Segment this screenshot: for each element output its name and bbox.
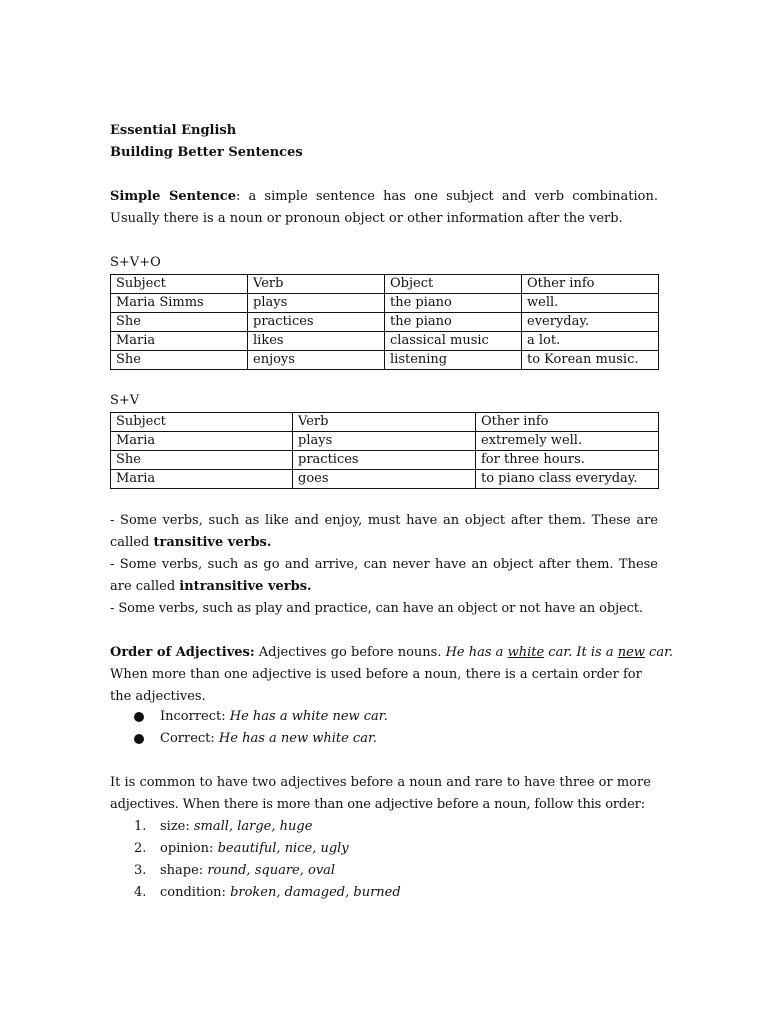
table-row	[111, 332, 659, 351]
table-cell: classical music	[385, 332, 522, 351]
table-cell: listening	[385, 351, 522, 370]
table-cell: likes	[248, 332, 385, 351]
list-item-label: shape:	[160, 863, 208, 878]
example-underlined-word: white	[507, 645, 545, 660]
example-part: car.	[644, 645, 674, 660]
table-cell: She	[111, 313, 248, 332]
table-cell: plays	[248, 294, 385, 313]
adjectives-line2: When more than one adjective is used before a noun, there is a certain order for	[110, 667, 642, 682]
svo-label: S+V+O	[110, 255, 161, 270]
table-cell: a lot.	[522, 332, 659, 351]
term-intransitive: intransitive verbs.	[179, 579, 312, 594]
table-header-cell: Subject	[111, 413, 293, 432]
bullet-icon	[134, 734, 144, 744]
svo-table	[110, 274, 659, 370]
table-header-row	[111, 413, 659, 432]
correct-label: Correct:	[160, 731, 219, 746]
table-cell: She	[111, 351, 248, 370]
table-row	[111, 351, 659, 370]
table-header-cell: Object	[385, 275, 522, 294]
list-item-label: size:	[160, 819, 194, 834]
simple-sentence-line2: Usually there is a noun or pronoun object or other information after the verb.	[110, 211, 623, 226]
sv-table	[110, 412, 659, 489]
doc-title: Essential English	[110, 123, 237, 138]
order-paragraph-line1: It is common to have two adjectives before a noun and rare to have three or more	[110, 775, 651, 790]
table-cell: Maria	[111, 432, 293, 451]
table-header-cell: Other info	[476, 413, 659, 432]
table-cell: practices	[248, 313, 385, 332]
table-row	[111, 432, 659, 451]
order-paragraph-line2: adjectives. When there is more than one adjective before a noun, follow this order:	[110, 797, 645, 812]
table-cell: extremely well.	[476, 432, 659, 451]
note-prefix: called	[110, 535, 154, 550]
correct-sentence: He has a new white car.	[218, 731, 377, 746]
table-row	[111, 451, 659, 470]
list-item-examples: broken, damaged, burned	[230, 885, 401, 900]
simple-sentence-def: : a simple sentence has one subject and verb combination.	[235, 189, 658, 204]
table-cell: enjoys	[248, 351, 385, 370]
simple-sentence-line1	[110, 186, 658, 208]
table-cell: goes	[293, 470, 476, 489]
note-intransitive-line1: - Some verbs, such as go and arrive, can never have an object after them. These	[110, 557, 658, 572]
list-item-examples: beautiful, nice, ugly	[217, 841, 349, 856]
sv-label: S+V	[110, 393, 140, 408]
list-item	[160, 838, 349, 860]
example-part: He has a	[445, 645, 508, 660]
adjectives-intro: Adjectives go before nouns.	[254, 645, 446, 660]
adjectives-line3: the adjectives.	[110, 689, 206, 704]
table-cell: Maria	[111, 332, 248, 351]
table-cell: well.	[522, 294, 659, 313]
table-cell: practices	[293, 451, 476, 470]
table-cell: She	[111, 451, 293, 470]
table-cell: Maria	[111, 470, 293, 489]
list-item-examples: round, square, oval	[207, 863, 336, 878]
term-transitive: transitive verbs.	[153, 535, 272, 550]
table-cell: everyday.	[522, 313, 659, 332]
incorrect-label: Incorrect:	[160, 709, 230, 724]
table-cell: the piano	[385, 313, 522, 332]
table-header-row	[111, 275, 659, 294]
table-row	[111, 470, 659, 489]
correct-example	[160, 728, 377, 750]
table-cell: to piano class everyday.	[476, 470, 659, 489]
adjectives-term: Order of Adjectives:	[110, 645, 255, 660]
simple-sentence-term: Simple Sentence	[110, 189, 236, 204]
table-header-cell: Other info	[522, 275, 659, 294]
table-cell: Maria Simms	[111, 294, 248, 313]
example-sentence	[446, 645, 673, 660]
note-prefix: are called	[110, 579, 180, 594]
list-item	[160, 816, 312, 838]
list-number: 3.	[134, 863, 147, 878]
table-cell: for three hours.	[476, 451, 659, 470]
incorrect-example	[160, 706, 388, 728]
note-transitive-line2	[110, 532, 658, 554]
sv-table-wrap	[110, 412, 658, 489]
incorrect-sentence: He has a white new car.	[229, 709, 388, 724]
table-row	[111, 313, 659, 332]
list-item-examples: small, large, huge	[193, 819, 313, 834]
example-underlined-word: new	[617, 645, 645, 660]
list-item	[160, 860, 335, 882]
list-item-label: opinion:	[160, 841, 218, 856]
note-transitive-line1: - Some verbs, such as like and enjoy, must have an object after them. These are	[110, 513, 658, 528]
example-part: car. It is a	[544, 645, 618, 660]
note-optional-object: - Some verbs, such as play and practice, can have an object or not have an object.	[110, 601, 643, 616]
table-header-cell: Verb	[293, 413, 476, 432]
list-number: 4.	[134, 885, 147, 900]
list-item	[160, 882, 401, 904]
table-header-cell: Verb	[248, 275, 385, 294]
bullet-icon	[134, 712, 144, 722]
note-intransitive-line2	[110, 576, 658, 598]
svo-table-wrap	[110, 274, 658, 370]
table-row	[111, 294, 659, 313]
doc-subtitle: Building Better Sentences	[110, 145, 303, 160]
list-number: 2.	[134, 841, 147, 856]
list-item-label: condition:	[160, 885, 231, 900]
table-cell: the piano	[385, 294, 522, 313]
table-cell: plays	[293, 432, 476, 451]
adjectives-intro-line	[110, 642, 674, 664]
table-header-cell: Subject	[111, 275, 248, 294]
table-cell: to Korean music.	[522, 351, 659, 370]
list-number: 1.	[134, 819, 147, 834]
